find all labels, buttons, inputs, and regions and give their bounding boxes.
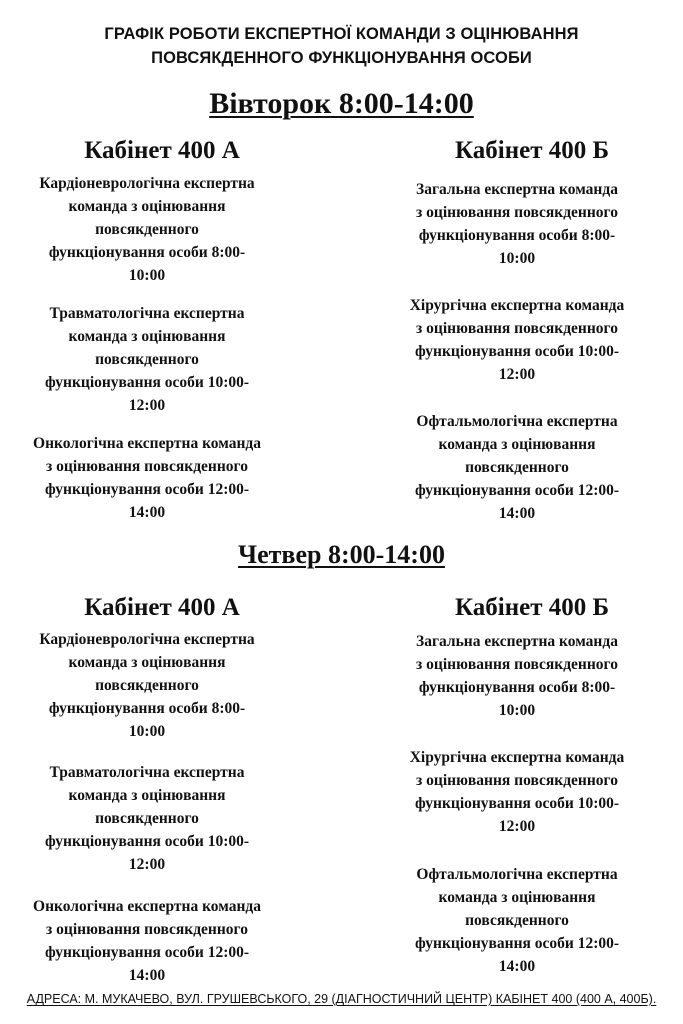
team-line: повсякденного: [95, 221, 199, 238]
team-line: 12:00: [498, 818, 536, 835]
title-line: ПОВСЯКДЕННОГО ФУНКЦІОНУВАННЯ ОСОБИ: [151, 49, 532, 67]
team-line: команда з оцінювання: [438, 889, 596, 906]
team-line: функціонування особи 10:00-: [414, 343, 620, 360]
team-line: 10:00: [128, 723, 166, 740]
team-line: повсякденного: [95, 351, 199, 368]
team-block: [12, 432, 282, 524]
team-block: [382, 178, 652, 270]
team-block: [382, 746, 652, 838]
team-line: Травматологічна експертна: [49, 305, 245, 322]
team-line: функціонування особи 12:00-: [414, 482, 620, 499]
team-line: Онкологічна експертна команда: [33, 435, 261, 452]
cabinet-title-400b: Кабінет 400 Б: [454, 137, 610, 164]
team-line: з оцінювання повсякденного: [46, 921, 248, 938]
team-line: функціонування особи 8:00-: [48, 700, 246, 717]
day-heading-tuesday: Вівторок 8:00-14:00: [209, 87, 474, 120]
day-heading-thursday: Четвер 8:00-14:00: [238, 540, 445, 569]
team-line: 14:00: [498, 505, 536, 522]
team-line: 12:00: [128, 397, 166, 414]
team-line: команда з оцінювання: [68, 654, 226, 671]
team-line: функціонування особи 12:00-: [44, 944, 250, 961]
team-line: функціонування особи 12:00-: [44, 481, 250, 498]
team-line: Онкологічна експертна команда: [33, 898, 261, 915]
team-block: [12, 761, 282, 876]
team-line: 14:00: [498, 958, 536, 975]
team-line: повсякденного: [465, 459, 569, 476]
team-line: Кардіоневрологічна експертна: [39, 631, 255, 648]
cabinet-title-400a: Кабінет 400 А: [84, 594, 240, 621]
team-line: з оцінювання повсякденного: [416, 656, 618, 673]
team-block: [12, 302, 282, 417]
team-line: Загальна експертна команда: [416, 633, 618, 650]
team-line: Хірургічна експертна команда: [409, 297, 625, 314]
team-line: Кардіоневрологічна експертна: [39, 175, 255, 192]
team-line: функціонування особи 10:00-: [44, 374, 250, 391]
cabinet-title-400b: Кабінет 400 Б: [454, 594, 610, 621]
team-line: Загальна експертна команда: [416, 181, 618, 198]
team-line: 10:00: [498, 702, 536, 719]
team-line: команда з оцінювання: [68, 198, 226, 215]
team-block: [12, 172, 282, 287]
team-line: 10:00: [128, 267, 166, 284]
team-line: Травматологічна експертна: [49, 764, 245, 781]
page-title: [0, 22, 683, 70]
team-line: 14:00: [128, 967, 166, 984]
team-line: з оцінювання повсякденного: [46, 458, 248, 475]
team-line: команда з оцінювання: [68, 328, 226, 345]
team-line: функціонування особи 10:00-: [44, 833, 250, 850]
team-line: Офтальмологічна експертна: [416, 413, 618, 430]
team-line: функціонування особи 8:00-: [418, 679, 616, 696]
team-block: [382, 630, 652, 722]
team-line: функціонування особи 12:00-: [414, 935, 620, 952]
cabinet-title-400a: Кабінет 400 А: [84, 137, 240, 164]
team-block: [382, 863, 652, 978]
team-line: 10:00: [498, 250, 536, 267]
address-footer: АДРЕСА: М. МУКАЧЕВО, ВУЛ. ГРУШЕВСЬКОГО, 29 (ДІАГНОСТИЧНИЙ ЦЕНТР) КАБІНЕТ 400 (400 А, 400Б).: [26, 992, 657, 1006]
team-line: з оцінювання повсякденного: [416, 204, 618, 221]
team-line: функціонування особи 10:00-: [414, 795, 620, 812]
team-line: з оцінювання повсякденного: [416, 772, 618, 789]
team-line: 12:00: [128, 856, 166, 873]
team-block: [12, 628, 282, 743]
team-line: 14:00: [128, 504, 166, 521]
team-line: з оцінювання повсякденного: [416, 320, 618, 337]
team-block: [382, 294, 652, 386]
team-block: [12, 895, 282, 987]
team-line: Офтальмологічна експертна: [416, 866, 618, 883]
team-line: повсякденного: [465, 912, 569, 929]
team-line: повсякденного: [95, 810, 199, 827]
team-line: Хірургічна експертна команда: [409, 749, 625, 766]
team-line: команда з оцінювання: [68, 787, 226, 804]
team-line: повсякденного: [95, 677, 199, 694]
team-line: функціонування особи 8:00-: [48, 244, 246, 261]
team-line: 12:00: [498, 366, 536, 383]
team-line: команда з оцінювання: [438, 436, 596, 453]
team-block: [382, 410, 652, 525]
team-line: функціонування особи 8:00-: [418, 227, 616, 244]
title-line: ГРАФІК РОБОТИ ЕКСПЕРТНОЇ КОМАНДИ З ОЦІНЮВАННЯ: [104, 25, 579, 43]
